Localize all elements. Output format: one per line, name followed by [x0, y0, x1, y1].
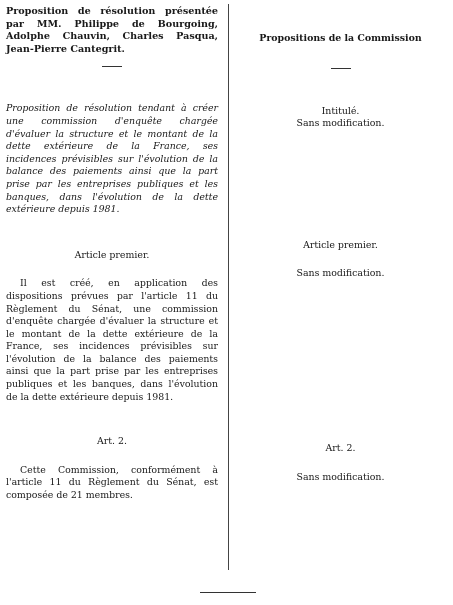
column-divider — [228, 4, 229, 570]
intitule-label: Intitulé. — [321, 105, 360, 117]
article-2-text: Cette Commission, conformément à l'article 11 du Règlement du Sénat, est composée de 21 membres. — [6, 464, 218, 502]
article-2-title-left: Art. 2. — [97, 436, 127, 448]
left-column — [6, 6, 218, 503]
article-2-value: Sans modification. — [296, 471, 385, 483]
commission-heading: Propositions de la Commission — [259, 33, 422, 44]
article-premier-title-right: Article premier. — [303, 239, 378, 251]
right-column — [234, 6, 447, 484]
resolution-intro: Proposition de résolution tendant à créer une commission d'enquête chargée d'évaluer la structure et le montant de la dette extérieure de la France, ses incidences prévisibles sur l'évolution de la balance des paiements ainsi que la part prise par les entreprises publiques et les banques, dans l'évolution de la dette extérieure depuis 1981. — [6, 103, 218, 216]
article-premier-title-left: Article premier. — [74, 249, 150, 261]
article-2-title-right: Art. 2. — [325, 442, 356, 454]
bottom-rule — [200, 592, 256, 593]
article-premier-text: Il est créé, en application des dispositions prévues par l'article 11 du Règlement du Sénat, une commission d'enquête chargée d'évaluer la structure et le montant de la dette extérieure de la France, ses incidences prévisibles sur l'évolution de la balance des paiements ainsi que la part prise par les entreprises publiques et les banques, dans l'évolution de la dette extérieure depuis 1981. — [6, 278, 218, 403]
intitule-value: Sans modification. — [296, 118, 385, 130]
authors-heading: Proposition de résolution présentée par MM. Philippe de Bourgoing, Adolphe Chauvin, Charles Pasqua, Jean-Pierre Cantegrit. — [6, 6, 218, 55]
article-premier-value: Sans modification. — [296, 268, 385, 280]
